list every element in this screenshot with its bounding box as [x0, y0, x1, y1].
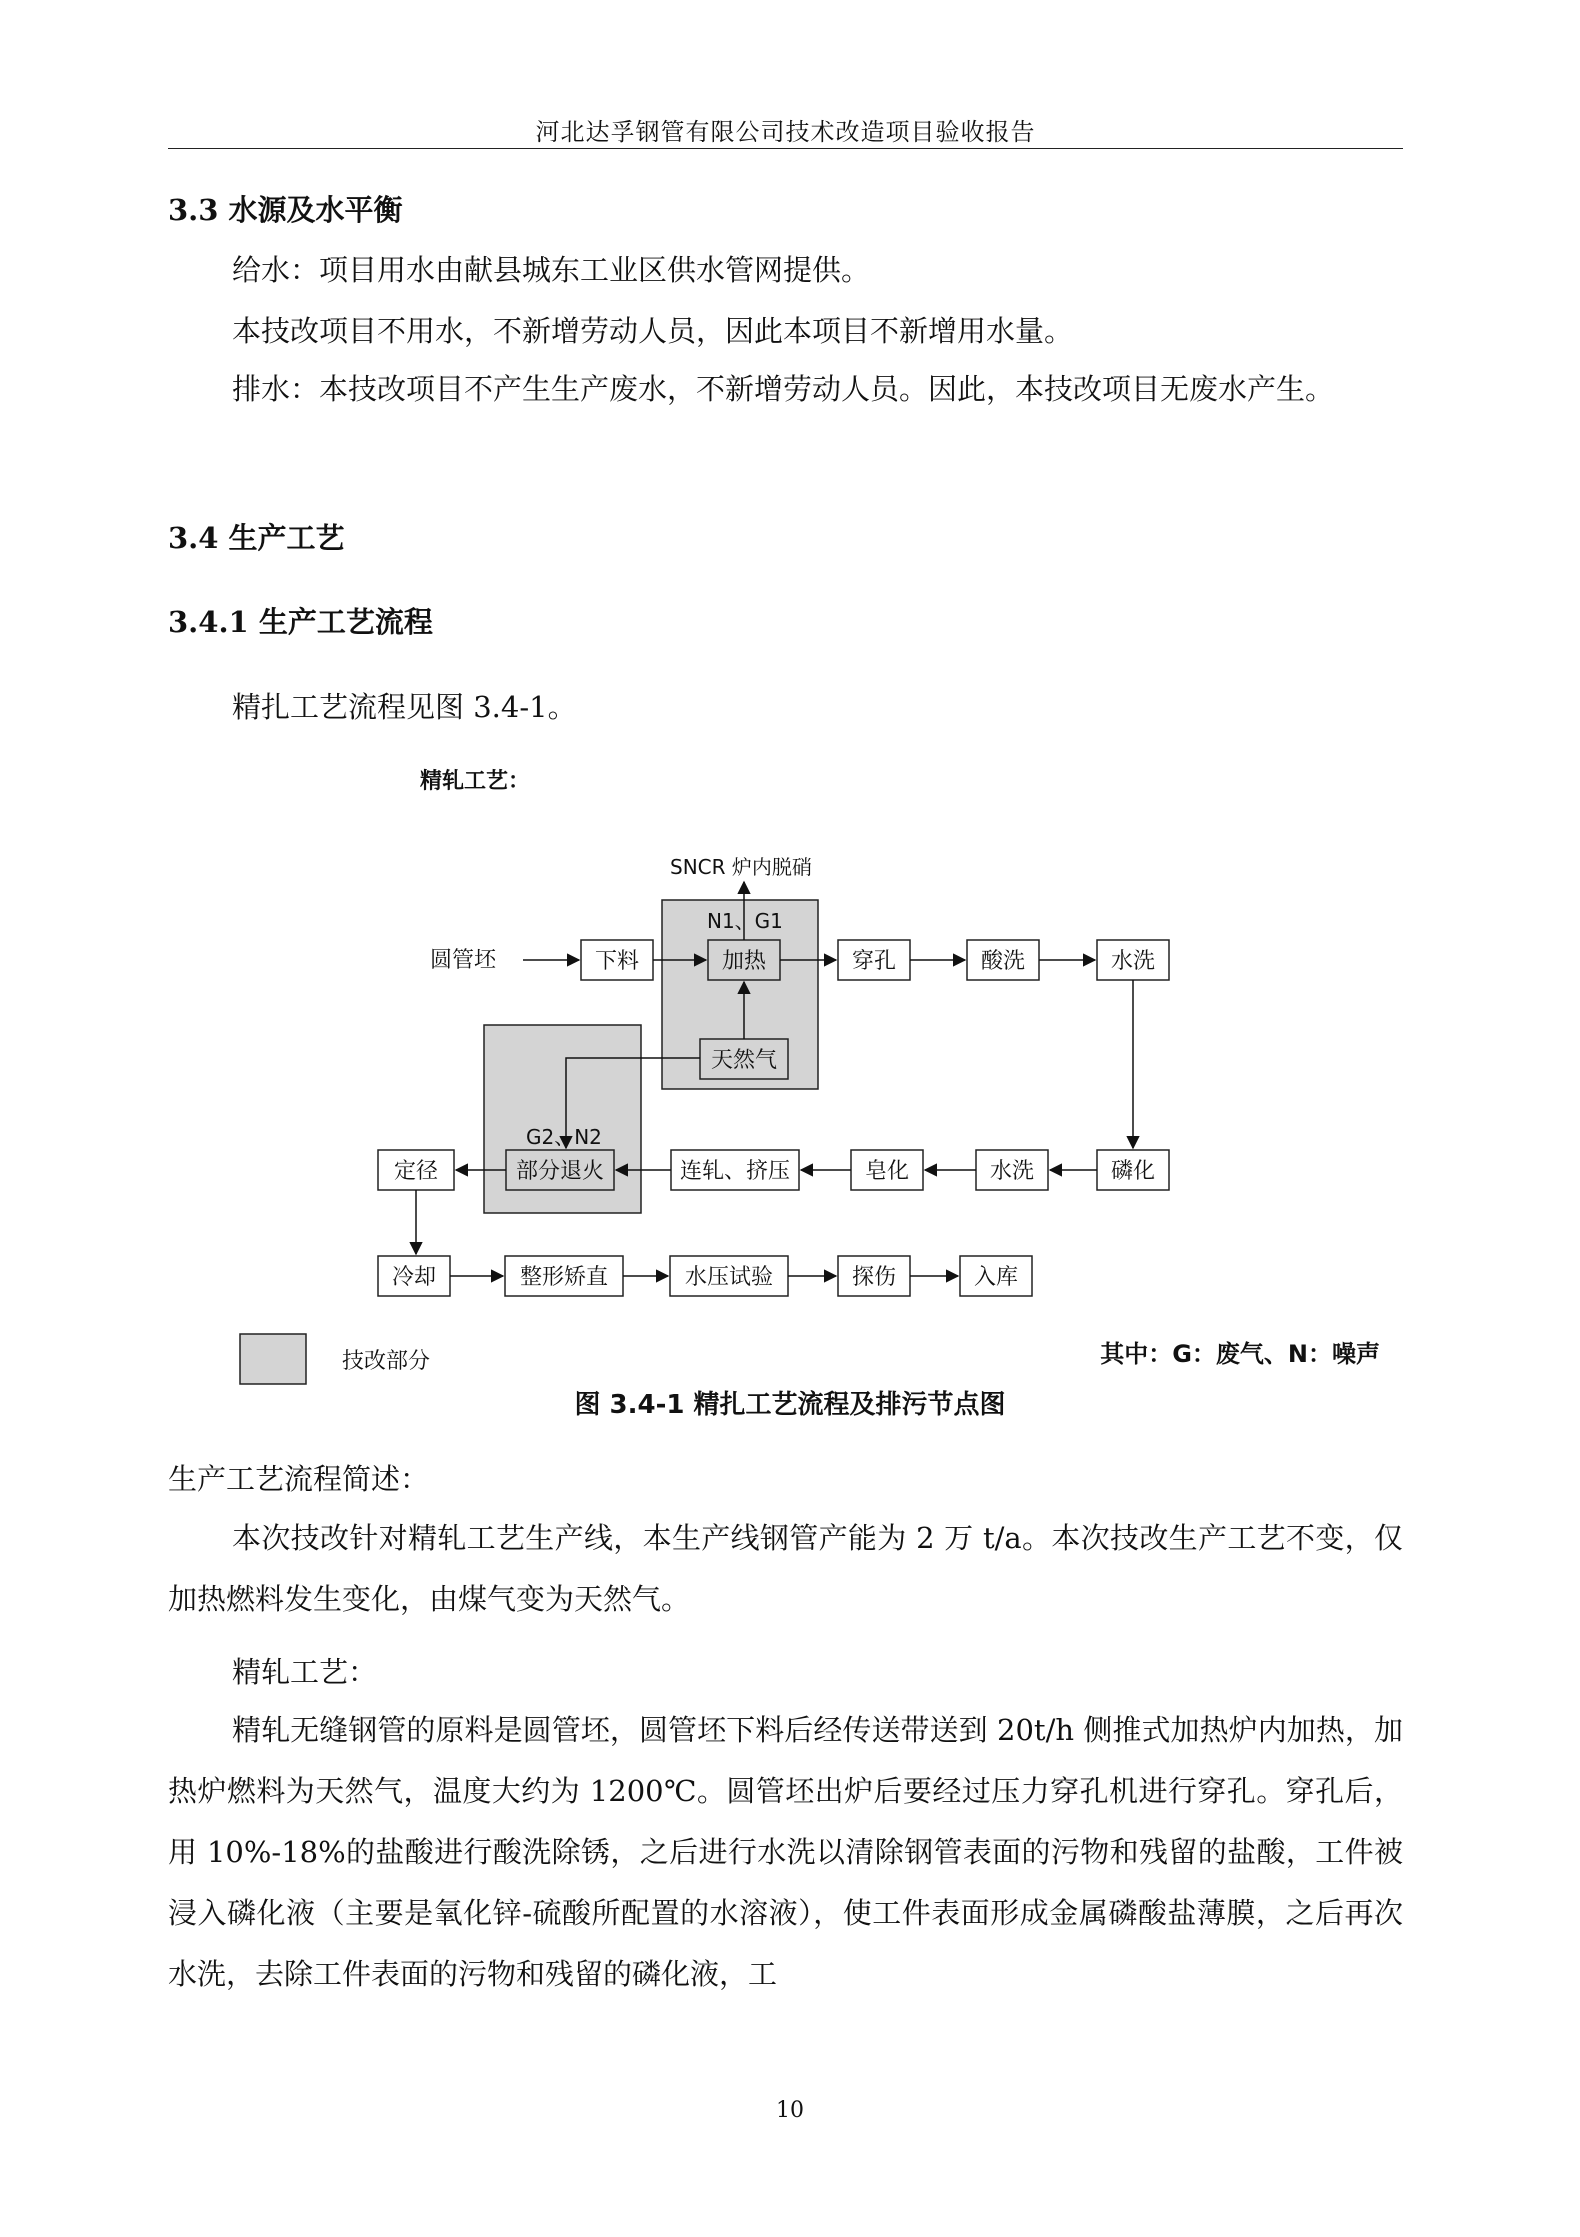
svg-text:整形矫直: 整形矫直 [519, 1265, 609, 1290]
svg-text:加热: 加热 [721, 949, 767, 974]
paragraph-flow-intro: 精扎工艺流程见图 3.4-1。 [232, 690, 577, 724]
svg-text:连轧、挤压: 连轧、挤压 [679, 1159, 791, 1184]
section-desc-heading: 生产工艺流程简述： [168, 1462, 430, 1496]
input-round-billet: 圆管坯 [430, 948, 497, 973]
svg-text:酸洗: 酸洗 [980, 949, 1026, 974]
svg-text:下料: 下料 [594, 949, 640, 974]
node-xialiao [581, 940, 653, 980]
node-shuiya [670, 1256, 788, 1296]
svg-text:定径: 定径 [393, 1159, 439, 1184]
legend-label: 技改部分 [342, 1349, 431, 1374]
emission-g2-n2: G2、N2 [526, 1125, 602, 1149]
legend-note: 其中：G：废气、N：噪声 [1100, 1340, 1380, 1368]
section-heading-3-3: 3.3 水源及水平衡 [168, 193, 403, 227]
node-jiare [708, 940, 780, 980]
svg-text:皂化: 皂化 [864, 1159, 910, 1184]
node-zhengxing [505, 1256, 623, 1296]
svg-text:水洗: 水洗 [1110, 949, 1156, 974]
node-tianranqi [700, 1039, 788, 1079]
node-chuankong [838, 940, 910, 980]
svg-text:水压试验: 水压试验 [684, 1265, 774, 1290]
page-number: 10 [776, 2098, 804, 2123]
emission-n1-g1: N1、G1 [707, 909, 783, 933]
node-suanxi [967, 940, 1039, 980]
figure-caption: 图 3.4-1 精扎工艺流程及排污节点图 [574, 1390, 1006, 1420]
svg-text:磷化: 磷化 [1110, 1159, 1156, 1184]
header-title: 河北达孚钢管有限公司技术改造项目验收报告 [535, 118, 1036, 146]
node-zaohua [851, 1150, 923, 1190]
sncr-label: SNCR 炉内脱硝 [670, 855, 812, 879]
node-lengque [378, 1256, 450, 1296]
svg-text:水洗: 水洗 [989, 1159, 1035, 1184]
paragraph-finish-rolling-label: 精轧工艺： [232, 1655, 378, 1689]
node-shuixi-2 [976, 1150, 1048, 1190]
svg-text:部分退火: 部分退火 [515, 1159, 605, 1184]
svg-text:天然气: 天然气 [710, 1048, 778, 1073]
node-dingjing [378, 1150, 454, 1190]
legend-swatch [240, 1334, 306, 1384]
node-shuixi-1 [1097, 940, 1169, 980]
node-ruku [960, 1256, 1032, 1296]
paragraph-process-description: 精轧无缝钢管的原料是圆管坯，圆管坯下料后经传送带送到 20t/h 侧推式加热炉内加热，加热炉燃料为天然气，温度大约为 1200℃。圆管坯出炉后要经过压力穿孔机进行穿孔。穿孔后，用 10%-18%的盐酸进行酸洗除锈，之后进行水洗以清除钢管表面的污物和残留的盐酸，工件被浸入磷化液（主要是氧化锌-硫酸所配置的水溶液），使工件表面形成金属磷酸盐薄膜，之后再次水洗，去除工件表面的污物和残留的磷化液，工 [168, 1713, 1403, 1991]
paragraph-water-supply: 给水：项目用水由献县城东工业区供水管网提供。 [232, 253, 871, 287]
section-heading-3-4-1: 3.4.1 生产工艺流程 [168, 605, 433, 639]
svg-text:入库: 入库 [973, 1265, 1019, 1290]
paragraph-tech-change: 本次技改针对精轧工艺生产线，本生产线钢管产能为 2 万 t/a。本次技改生产工艺不变，仅加热燃料发生变化，由煤气变为天然气。 [168, 1521, 1403, 1616]
node-tuihuo [506, 1150, 614, 1190]
svg-text:穿孔: 穿孔 [851, 949, 897, 974]
diagram-title: 精轧工艺： [420, 769, 531, 794]
node-tanshang [838, 1256, 910, 1296]
section-heading-3-4: 3.4 生产工艺 [168, 521, 345, 555]
node-lianza [671, 1150, 799, 1190]
paragraph-no-water: 本技改项目不用水，不新增劳动人员，因此本项目不新增用水量。 [232, 314, 1074, 348]
svg-text:冷却: 冷却 [391, 1265, 437, 1290]
paragraph-drainage: 排水：本技改项目不产生生产废水，不新增劳动人员。因此，本技改项目无废水产生。 [232, 372, 1335, 406]
node-linhua [1097, 1150, 1169, 1190]
svg-text:探伤: 探伤 [851, 1265, 897, 1290]
